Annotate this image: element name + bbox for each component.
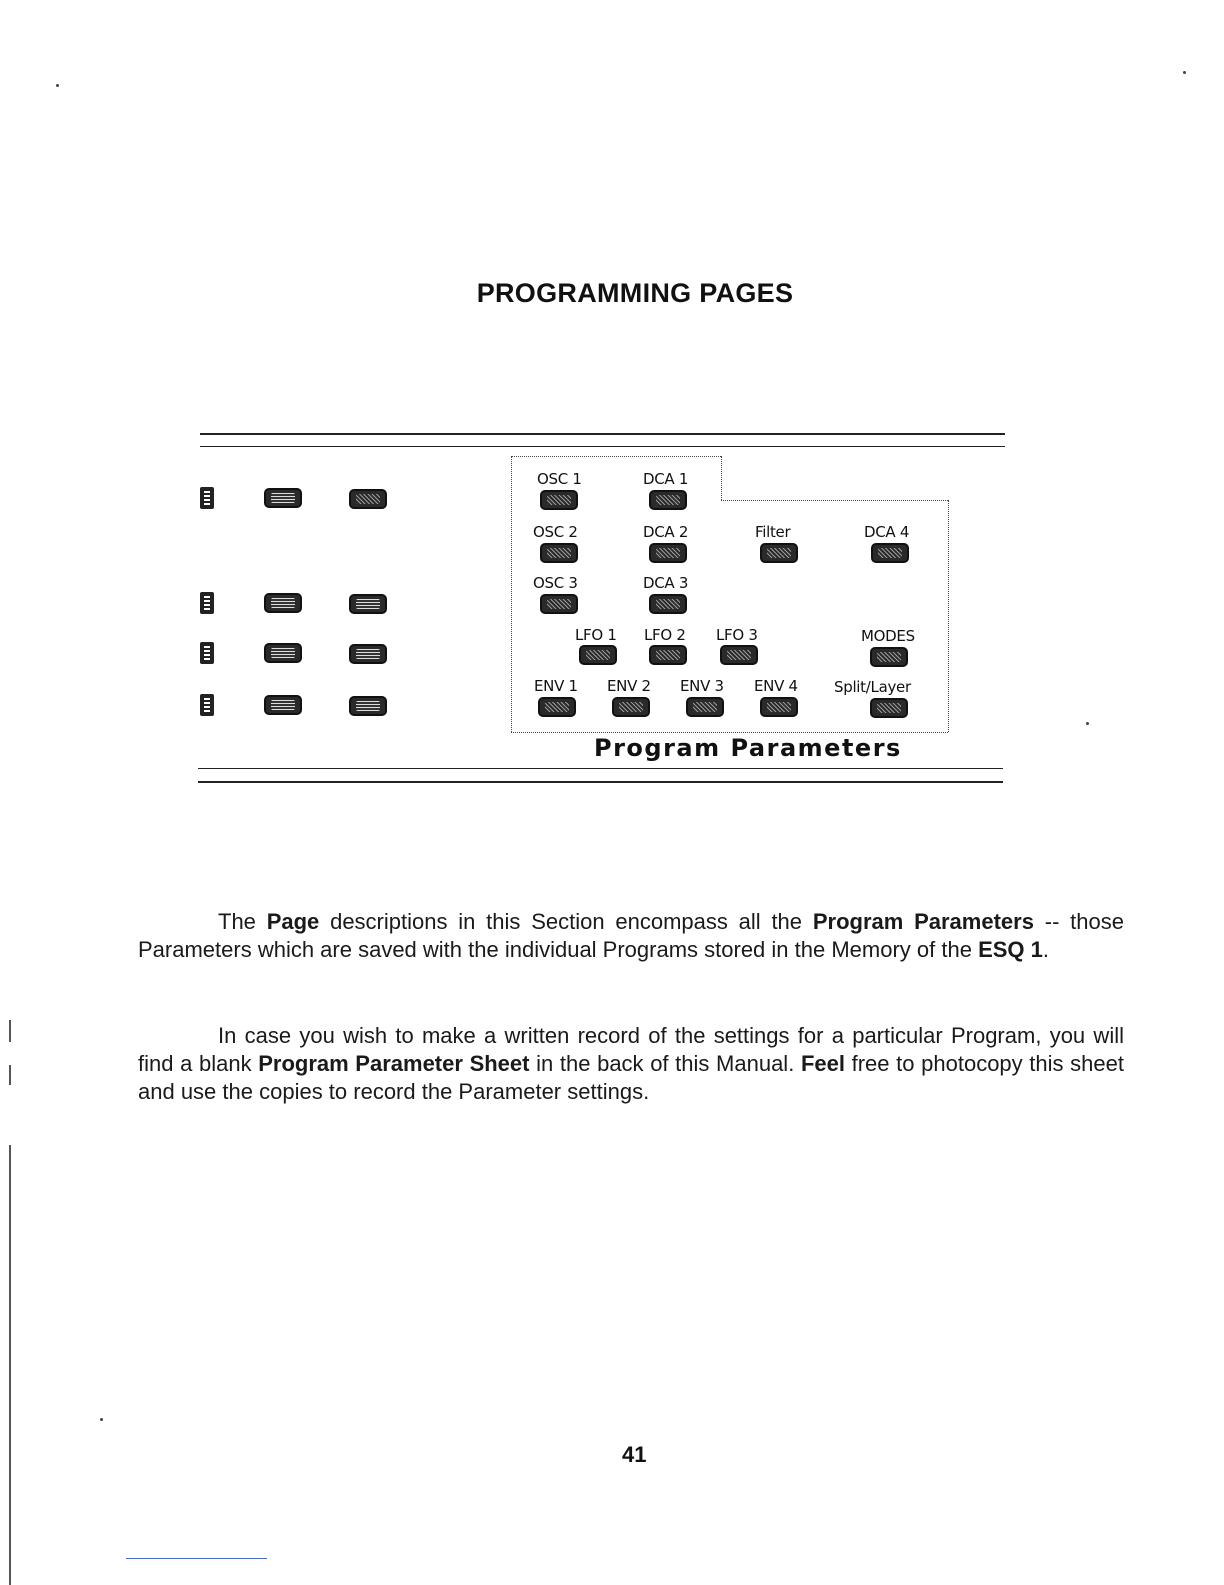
footer-rule — [126, 1558, 267, 1559]
cropped-key — [200, 642, 214, 664]
scan-speck — [1086, 722, 1089, 725]
split-layer-button — [870, 698, 908, 718]
bold-term: Feel — [800, 1051, 845, 1076]
dca1-label: DCA 1 — [643, 470, 689, 488]
dca4-label: DCA 4 — [864, 523, 910, 541]
osc2-button — [540, 543, 578, 563]
page-title: PROGRAMMING PAGES — [476, 278, 794, 308]
lfo1-button — [579, 645, 617, 665]
osc1-button — [540, 490, 578, 510]
bold-term: Page — [266, 909, 320, 934]
top-rule-2 — [200, 446, 1005, 447]
cropped-button — [349, 696, 387, 716]
group-outline-top — [511, 456, 721, 457]
osc3-button — [540, 594, 578, 614]
scan-margin-line — [9, 1145, 11, 1585]
lfo1-label: LFO 1 — [575, 626, 617, 644]
cropped-button — [349, 644, 387, 664]
paragraph-2 — [138, 1022, 1124, 1106]
top-rule — [200, 433, 1005, 435]
text-run: -- those Parameters which are saved with the individual Programs stored in the Memory of the — [138, 909, 1124, 962]
bold-term: Program Parameters — [812, 909, 1034, 934]
lfo2-label: LFO 2 — [644, 626, 686, 644]
env2-button — [612, 697, 650, 717]
text-run: descriptions in this Section encompass all the — [319, 909, 813, 934]
cropped-key — [200, 487, 214, 509]
cropped-button — [264, 593, 302, 613]
dca2-label: DCA 2 — [643, 523, 689, 541]
text-run: free to photocopy this sheet and use the copies to record the Parameter settings. — [138, 1051, 1124, 1104]
bottom-rule — [198, 768, 1003, 769]
lfo3-label: LFO 3 — [716, 626, 758, 644]
lfo3-button — [720, 645, 758, 665]
env2-label: ENV 2 — [607, 677, 651, 695]
dca4-button — [871, 543, 909, 563]
dca3-label: DCA 3 — [643, 574, 689, 592]
cropped-key — [200, 694, 214, 716]
scan-speck — [100, 1418, 103, 1421]
dca3-button — [649, 594, 687, 614]
scan-speck — [56, 84, 59, 87]
env3-label: ENV 3 — [680, 677, 724, 695]
group-outline-left — [511, 456, 512, 732]
env4-button — [760, 697, 798, 717]
cropped-button — [349, 489, 387, 509]
page-number: 41 — [622, 1442, 647, 1467]
diagram-caption: Program Parameters — [594, 734, 902, 762]
cropped-button — [349, 594, 387, 614]
scan-speck — [1183, 71, 1186, 74]
osc3-label: OSC 3 — [533, 574, 578, 592]
dca2-button — [649, 543, 687, 563]
filter-label: Filter — [755, 523, 791, 541]
bold-term: Program Parameter Sheet — [258, 1051, 530, 1076]
text-run: The — [218, 909, 267, 934]
dca1-button — [649, 490, 687, 510]
text-run: In case you wish to make a written record of the settings for a particular Program, you will find a blank — [138, 1023, 1124, 1076]
cropped-button — [264, 643, 302, 663]
scan-margin-line — [9, 1020, 11, 1042]
cropped-key — [200, 592, 214, 614]
filter-button — [760, 543, 798, 563]
modes-label: MODES — [861, 627, 915, 645]
osc2-label: OSC 2 — [533, 523, 578, 541]
scan-margin-line — [9, 1065, 11, 1085]
cropped-button — [264, 695, 302, 715]
bottom-rule-2 — [198, 781, 1003, 783]
env1-label: ENV 1 — [534, 677, 578, 695]
paragraph-1 — [138, 908, 1124, 964]
bold-term: ESQ 1 — [978, 937, 1043, 962]
split-layer-label: Split/Layer — [834, 678, 911, 696]
modes-button — [870, 647, 908, 667]
env4-label: ENV 4 — [754, 677, 798, 695]
group-outline-step — [721, 500, 948, 501]
env1-button — [538, 697, 576, 717]
cropped-button — [264, 488, 302, 508]
text-run: in the back of this Manual. — [529, 1051, 801, 1076]
group-outline-bottom — [511, 732, 948, 733]
lfo2-button — [649, 645, 687, 665]
group-outline-right — [948, 500, 949, 732]
env3-button — [686, 697, 724, 717]
group-outline-notch — [721, 456, 722, 500]
osc1-label: OSC 1 — [537, 470, 582, 488]
text-run: . — [1042, 937, 1049, 962]
